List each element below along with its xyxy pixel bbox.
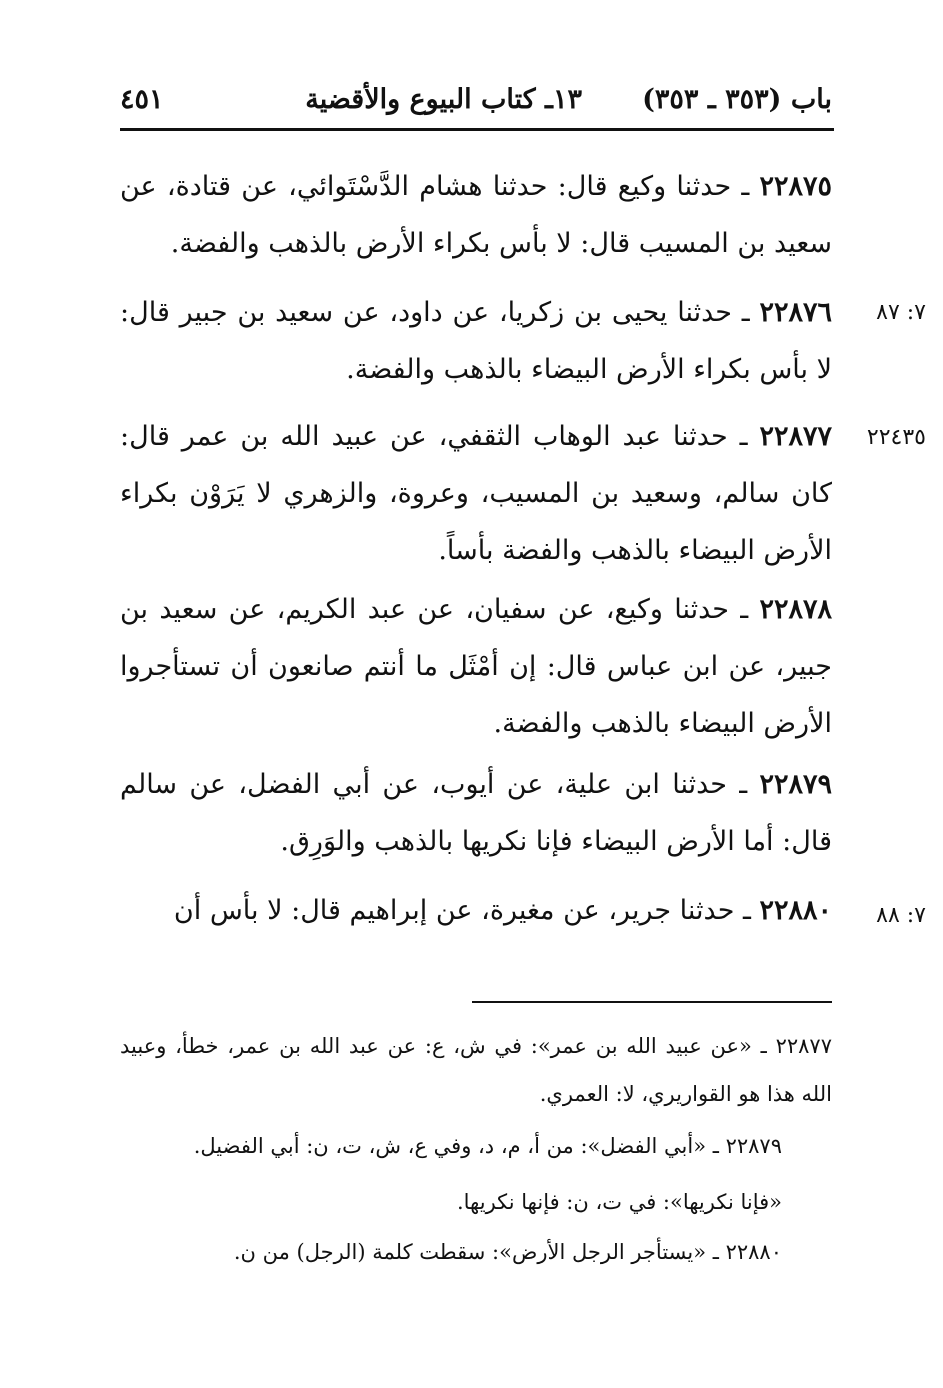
page-number: ٤٥١ [120,84,164,115]
footnote: ٢٢٨٨٠ ـ «يستأجر الرجل الأرض»: سقطت كلمة (الرجل) من ن. [233,1240,782,1264]
hadith-number: ٢٢٨٧٦ [759,297,832,328]
footnote: ٢٢٨٧٩ ـ «أبي الفضل»: من أ، م، د، وفي ع، ش، ت، ن: أبي الفضيل. [193,1134,782,1158]
footnote: «فإنا نكريها»: في ت، ن: فإنها نكريها. [456,1190,782,1214]
hadith-entry [120,158,832,272]
footnote-rule [472,1001,832,1003]
margin-reference: ٧: ٨٨ [876,903,926,928]
chapter-title: باب (٣٥٣ ـ ٣٥٣) [642,84,832,115]
book-title: ١٣ـ كتاب البيوع والأقضية [305,84,582,115]
hadith-entry [120,756,832,870]
footnote: ٢٢٨٧٧ ـ «عن عبيد الله بن عمر»: في ش، ع: عن عبد الله بن عمر، خطأ، وعبيد الله هذا هو القواريري، لا: العمري. [120,1034,832,1106]
margin-reference: ٧: ٨٧ [876,300,926,325]
hadith-text: ـ حدثنا وكيع قال: حدثنا هشام الدَّسْتَوائي، عن قتادة، عن سعيد بن المسيب قال: لا بأس بكراء الأرض بالذهب والفضة. [120,171,832,259]
hadith-text: ـ حدثنا عبد الوهاب الثقفي، عن عبيد الله بن عمر قال: كان سالم، وسعيد بن المسيب، وعروة، والزهري لا يَرَوْن بكراء الأرض البيضاء بالذهب والفضة بأساً. [120,421,832,566]
hadith-entry [120,581,832,752]
hadith-number: ٢٢٨٧٩ [759,769,833,800]
hadith-text: ـ حدثنا يحيى بن زكريا، عن داود، عن سعيد بن جبير قال: لا بأس بكراء الأرض البيضاء بالذهب والفضة. [120,297,832,385]
hadith-number: ٢٢٨٨٠ [759,895,832,926]
running-header [120,84,832,128]
hadith-text: ـ حدثنا ابن علية، عن أيوب، عن أبي الفضل، عن سالم قال: أما الأرض البيضاء فإنا نكريها بالذهب والوَرِق. [120,769,832,857]
hadith-text: ـ حدثنا وكيع، عن سفيان، عن عبد الكريم، عن سعيد بن جبير، عن ابن عباس قال: إن أمْثَل ما أنتم صانعون أن تستأجروا الأرض البيضاء بالذهب والفضة. [120,594,832,739]
margin-reference: ٢٢٤٣٥ [866,425,926,450]
header-rule [120,128,834,131]
hadith-number: ٢٢٨٧٥ [759,171,833,202]
hadith-text: ـ حدثنا جرير، عن مغيرة، عن إبراهيم قال: لا بأس أن [173,895,760,926]
hadith-number: ٢٢٨٧٧ [759,421,832,452]
hadith-entry [120,284,832,398]
hadith-number: ٢٢٨٧٨ [759,594,832,625]
hadith-entry [120,408,832,579]
hadith-entry [120,882,832,939]
